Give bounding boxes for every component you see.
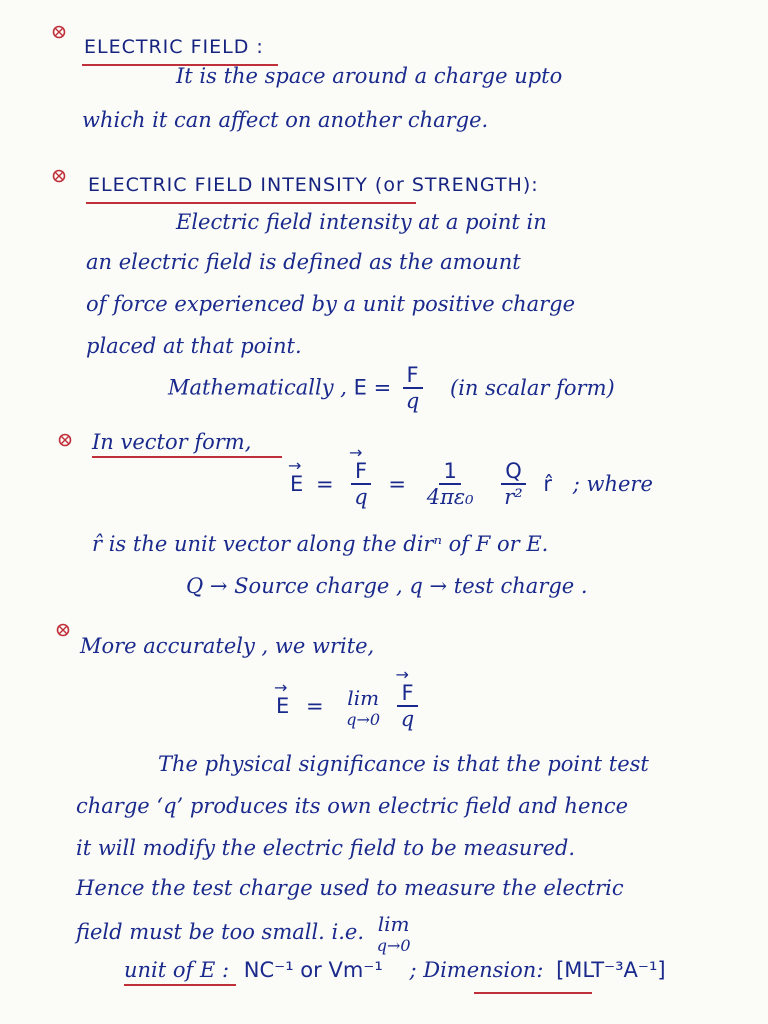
text-line: placed at that point. — [86, 334, 302, 358]
text-line: Hence the test charge used to measure the electric — [76, 876, 624, 900]
unit-underline — [124, 984, 236, 986]
fraction: → $\frac{F}{q}$ — [397, 682, 418, 732]
fraction: $\frac{Q}{\text{r²}}$ — [500, 460, 526, 510]
text-line: an electric field is defined as the amount — [86, 250, 521, 274]
text-line: which it can affect on another charge. — [82, 108, 489, 132]
bullet-icon — [58, 432, 72, 446]
bullet-icon — [52, 24, 66, 38]
limit-formula — [276, 682, 422, 732]
text-line: Electric field intensity at a point in — [176, 210, 547, 234]
equals: = — [315, 471, 334, 496]
heading-accurately: More accurately , we write, — [80, 634, 375, 658]
text-line: It is the space around a charge upto — [176, 64, 563, 88]
unit-value: NC⁻¹ or Vm⁻¹ — [243, 958, 383, 982]
bullet-icon — [52, 168, 66, 182]
dimension-value: [MLT⁻³A⁻¹] — [556, 958, 666, 982]
e-vector: → E — [276, 694, 289, 718]
equals: = — [305, 693, 324, 718]
math-label: Mathematically , — [168, 375, 347, 400]
bullet-icon — [56, 622, 70, 636]
limit: lim q→0 — [376, 912, 411, 955]
text-line: charge ‘q’ produces its own electric field and hence — [76, 794, 629, 818]
heading-underline — [86, 202, 416, 204]
scalar-formula — [168, 364, 615, 414]
text-line: field must be too small. i.e. — [76, 920, 365, 944]
dimension-label: ; Dimension: — [409, 958, 544, 982]
e-vector: → E — [290, 472, 303, 496]
heading-electric-field: ELECTRIC FIELD : — [84, 36, 264, 58]
text-line: it will modify the electric field to be measured. — [76, 836, 576, 860]
text-line-lim — [76, 912, 417, 955]
fraction: $\frac{1}{\text{4πε₀}}$ — [426, 459, 474, 510]
heading-vector-form: In vector form, — [92, 430, 252, 454]
where-text: ; where — [572, 471, 653, 496]
heading-underline — [92, 456, 282, 458]
eq-note: (in scalar form) — [450, 375, 615, 400]
text-line: r̂ is the unit vector along the dirⁿ of F or E. — [92, 532, 549, 556]
fraction: $\frac{F}{q}$ — [402, 364, 423, 414]
heading-field-intensity: ELECTRIC FIELD INTENSITY (or STRENGTH): — [88, 174, 539, 196]
limit: lim q→0 — [346, 685, 381, 729]
text-line: The physical significance is that the point test — [158, 752, 649, 776]
dimension-underline — [474, 992, 592, 994]
unit-label: unit of E : — [124, 958, 230, 982]
fraction: → $\frac{F}{q}$ — [350, 460, 371, 510]
eq-lhs: E = — [353, 375, 392, 400]
unit-vector: r̂ — [543, 471, 553, 496]
text-line: of force experienced by a unit positive charge — [86, 292, 576, 316]
vector-formula — [290, 460, 653, 510]
text-line: Q → Source charge , q → test charge . — [186, 574, 588, 598]
equals: = — [388, 471, 407, 496]
unit-line — [124, 958, 666, 982]
